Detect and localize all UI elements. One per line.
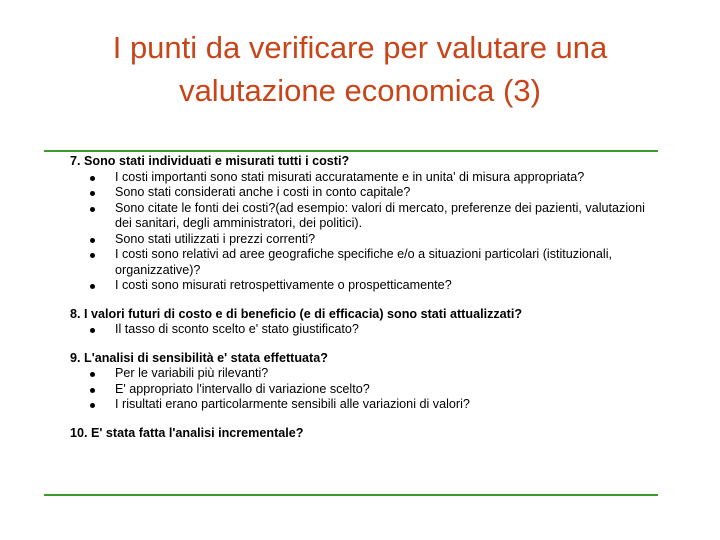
list-item (70, 232, 660, 248)
section-7 (70, 154, 660, 294)
list-item-text: Sono stati utilizzati i prezzi correnti? (115, 231, 316, 246)
list-item-text: I costi importanti sono stati misurati accuratamente e in unita' di misura appropriata? (115, 169, 585, 184)
slide-title-line-2: valutazione economica (3) (179, 73, 541, 108)
bullet-icon (90, 403, 95, 408)
list-item (70, 201, 660, 232)
list-item-text: I costi sono relativi ad aree geografiche specifiche e/o a situazioni particolari (istituzionali, organizzative)? (115, 247, 613, 277)
list-item-text: Sono citate le fonti dei costi?(ad esempio: valori di mercato, preferenze dei pazienti, valutazioni dei sanitari, degli amministratori, dei politici). (115, 200, 645, 230)
bullet-icon (90, 191, 95, 196)
list-item-text: E' appropriato l'intervallo di variazione scelto? (115, 381, 370, 396)
bullet-list (70, 322, 660, 338)
list-item (70, 366, 660, 382)
section-10 (70, 426, 660, 442)
bottom-divider (44, 494, 658, 496)
list-item (70, 247, 660, 278)
list-item-text: I costi sono misurati retrospettivamente o prospetticamente? (115, 278, 452, 292)
slide-title-line-1: I punti da verificare per valutare una (112, 30, 608, 65)
bullet-icon (90, 176, 95, 181)
list-item-text: Il tasso di sconto scelto e' stato giustificato? (115, 322, 359, 336)
section-8 (70, 307, 660, 338)
top-divider (44, 150, 658, 152)
bullet-icon (90, 388, 95, 393)
list-item (70, 185, 660, 201)
list-item-text: Sono stati considerati anche i costi in conto capitale? (115, 185, 411, 199)
list-item (70, 397, 660, 413)
bullet-list (70, 170, 660, 294)
list-item (70, 278, 660, 294)
bullet-icon (90, 207, 95, 212)
list-item-text: I risultati erano particolarmente sensibili alle variazioni di valori? (115, 397, 470, 411)
bullet-icon (90, 238, 95, 243)
bullet-icon (90, 253, 95, 258)
checklist (70, 154, 660, 441)
list-item (70, 170, 660, 186)
slide-title (0, 26, 720, 112)
list-item (70, 382, 660, 398)
bullet-icon (90, 284, 95, 289)
bullet-icon (90, 372, 95, 377)
bullet-icon (90, 328, 95, 333)
list-item (70, 322, 660, 338)
section-heading: 10. E' stata fatta l'analisi incrementale? (70, 425, 304, 440)
section-heading: 7. Sono stati individuati e misurati tutti i costi? (70, 154, 350, 168)
section-heading: 8. I valori futuri di costo e di beneficio (e di efficacia) sono stati attualizzati? (70, 306, 523, 321)
bullet-list (70, 366, 660, 413)
section-9 (70, 351, 660, 413)
list-item-text: Per le variabili più rilevanti? (115, 366, 269, 380)
section-heading: 9. L'analisi di sensibilità e' stata effettuata? (70, 350, 328, 365)
